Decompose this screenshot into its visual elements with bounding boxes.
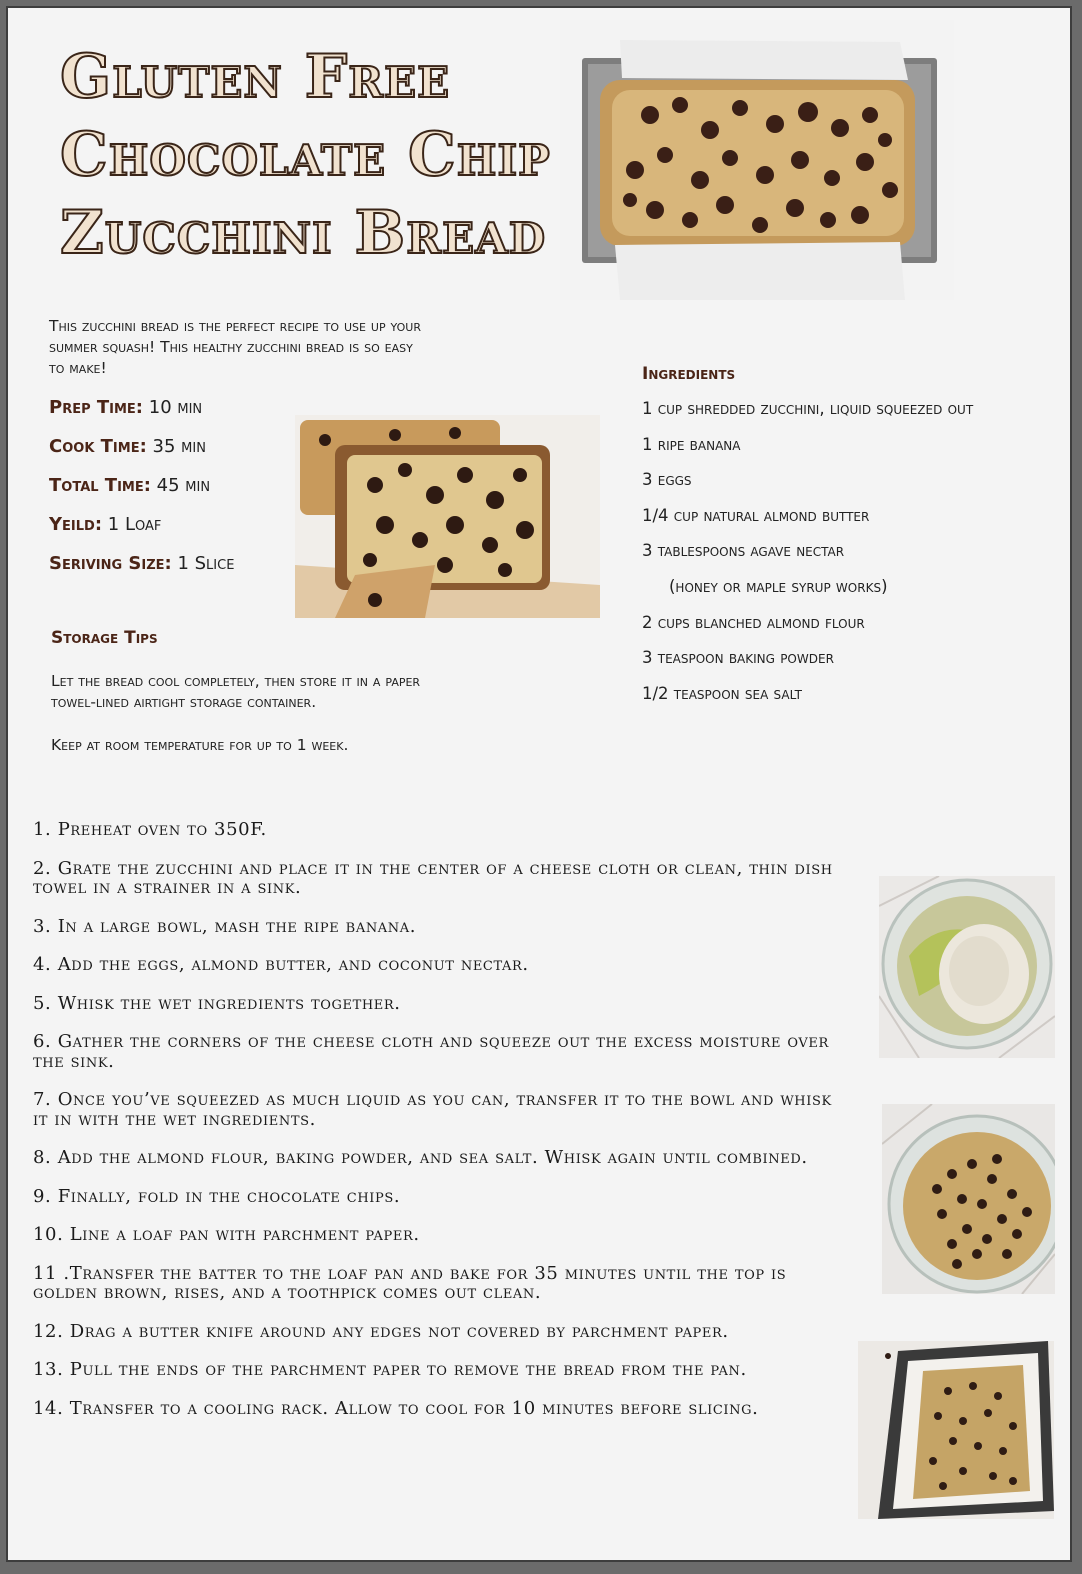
title-line-3: Zucchini Bread <box>60 198 547 268</box>
ingredients-heading: Ingredients <box>642 364 736 384</box>
recipe-title <box>60 38 551 272</box>
ingredient-item: 1/2 teaspoon sea salt <box>642 683 802 703</box>
ingredients-list <box>642 398 973 718</box>
step-item: 13. Pull the ends of the parchment paper to remove the bread from the pan. <box>33 1359 747 1380</box>
storage-tips <box>51 671 451 778</box>
loaf-in-pan-photo <box>560 20 954 300</box>
batter-in-pan-photo <box>858 1341 1054 1519</box>
ingredient-item: 1 ripe banana <box>642 434 741 454</box>
fact-yield <box>49 512 234 551</box>
fact-label: Cook Time: <box>49 436 147 457</box>
ingredient-item: 1 cup shredded zucchini, liquid squeezed out <box>642 399 974 418</box>
step-item: 7. Once you’ve squeezed as much liquid as you can, transfer it to the bowl and whisk it in with the wet ingredients. <box>33 1089 832 1130</box>
step-item: 12. Drag a butter knife around any edges not covered by parchment paper. <box>33 1320 729 1342</box>
storage-paragraph: Let the bread cool completely, then store it in a paper towel-lined airtight storage container. <box>51 672 421 711</box>
step-item: 14. Transfer to a cooling rack. Allow to cool for 10 minutes before slicing. <box>33 1397 759 1419</box>
step-item: 6. Gather the corners of the cheese cloth and squeeze out the excess moisture over the sink. <box>33 1031 829 1072</box>
ingredient-item: 2 cups blanched almond flour <box>642 612 865 632</box>
step-item: 3. In a large bowl, mash the ripe banana. <box>33 915 417 937</box>
storage-heading: Storage Tips <box>51 628 158 648</box>
instructions-list <box>33 820 833 1437</box>
ingredient-item: 3 teaspoon baking powder <box>642 648 834 668</box>
step-item: 8. Add the almond flour, baking powder, and sea salt. Whisk again until combined. <box>33 1147 808 1168</box>
fact-serving-size <box>49 551 234 590</box>
title-line-2: Chocolate Chip <box>60 120 551 190</box>
step-item: 1. Preheat oven to 350F. <box>33 819 267 840</box>
recipe-page <box>6 6 1072 1562</box>
fact-prep-time <box>49 395 234 434</box>
bowl-batter-photo <box>882 1104 1055 1294</box>
bowl-flour-photo <box>879 876 1055 1058</box>
ingredient-item: 3 eggs <box>642 470 692 490</box>
step-item: 4. Add the eggs, almond butter, and coconut nectar. <box>33 954 529 975</box>
step-item: 9. Finally, fold in the chocolate chips. <box>33 1185 401 1207</box>
ingredient-note: (honey or maple syrup works) <box>669 576 888 596</box>
fact-total-time <box>49 473 234 512</box>
fact-value: 10 min <box>148 397 203 418</box>
step-item: 11 .Transfer the batter to the loaf pan and bake for 35 minutes until the top is golden brown, rises, and a toothpick comes out clean. <box>33 1262 787 1303</box>
fact-value: 1 Loaf <box>107 514 162 535</box>
fact-value: 45 min <box>156 475 211 496</box>
storage-paragraph: Keep at room temperature for up to 1 week. <box>51 736 349 754</box>
step-item: 5. Whisk the wet ingredients together. <box>33 992 401 1014</box>
fact-value: 35 min <box>152 436 206 457</box>
title-line-1: Gluten Free <box>60 42 451 112</box>
fact-label: Seriving Size: <box>49 553 172 574</box>
recipe-facts <box>49 395 234 590</box>
bread-slices-photo <box>295 415 600 618</box>
fact-label: Yeild: <box>49 514 103 535</box>
fact-value: 1 Slice <box>177 553 235 574</box>
ingredient-item: 3 tablespoons agave nectar <box>642 541 845 561</box>
fact-label: Prep Time: <box>49 397 144 418</box>
fact-cook-time <box>49 434 234 473</box>
ingredient-item: 1/4 cup natural almond butter <box>642 505 870 525</box>
step-item: 2. Grate the zucchini and place it in the center of a cheese cloth or clean, thin dish towel in a strainer in a sink. <box>33 857 833 898</box>
step-item: 10. Line a loaf pan with parchment paper. <box>33 1224 420 1245</box>
fact-label: Total Time: <box>49 475 151 496</box>
intro-text: This zucchini bread is the perfect recipe to use up your summer squash! This healthy zucchini bread is so easy to make! <box>49 317 421 377</box>
